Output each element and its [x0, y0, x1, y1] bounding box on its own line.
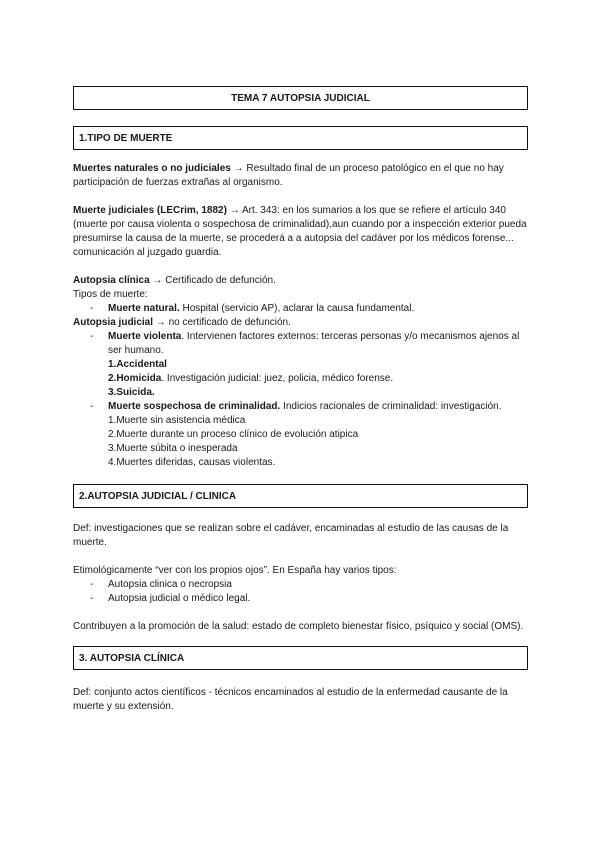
natural-death-list: [73, 302, 528, 316]
list-item: - Autopsia judicial o médico legal.: [73, 592, 528, 606]
suspicious-subitem: 4.Muertes diferidas, causas violentas.: [108, 457, 276, 468]
section-3-heading: 3. AUTOPSIA CLÍNICA: [73, 646, 528, 670]
term: Muerte natural.: [108, 303, 180, 314]
document-page: [73, 86, 528, 714]
term: Autopsia clínica: [73, 275, 150, 286]
death-types-label: Tipos de muerte:: [73, 289, 148, 300]
etymology-line: Etimológicamente “ver con los propios ojos”. En España hay varios tipos:: [73, 565, 397, 576]
term: Muerte sospechosa de criminalidad.: [108, 401, 281, 412]
section-1-heading: 1.TIPO DE MUERTE: [73, 126, 528, 150]
homicida-item: [73, 372, 528, 386]
suicida-item: 3.Suicida.: [108, 387, 155, 398]
text: → Certificado de defunción.: [149, 275, 276, 286]
term: Muerte judiciales (LECrim, 1882): [73, 205, 227, 216]
text: → no certificado de defunción.: [153, 317, 291, 328]
paragraph-judicial-deaths: [73, 204, 528, 260]
term: 2.Homicida: [108, 373, 162, 384]
suspicious-subitem: 2.Muerte durante un proceso clínico de evolución atipica: [108, 429, 359, 440]
list-item: [73, 400, 528, 414]
text: . Investigación judicial: juez, policia, médico forense.: [161, 373, 394, 384]
section-2-heading: 2.AUTOPSIA JUDICIAL / CLINICA: [73, 484, 528, 508]
accidental-item: 1.Accidental: [108, 359, 167, 370]
text: → Resultado final de un proceso patológico en el que no hay participación de fuerzas extrañas al organismo.: [73, 163, 504, 188]
suspicious-subitem: 3.Muerte súbita o inesperada: [108, 443, 238, 454]
text: → Art. 343: en los sumarios a los que se refiere el artículo 340 (muerte por causa violenta o sospechosa de criminalidad),aun cuando por a inspección exterior pueda presumirse la causa de la muerte, se procederá a a autopsia del cadáver por los médicos forense... comunicación al juzgado guardia.: [73, 205, 527, 258]
section-3-definition: Def: conjunto actos científicos - técnicos encaminados al estudio de la enfermedad causante de la muerte y su extensión.: [73, 687, 508, 712]
autopsy-types-list: [73, 578, 528, 606]
suspicious-death-list: [73, 400, 528, 414]
suspicious-subitem: 1.Muerte sin asistencia médica: [108, 415, 246, 426]
text: Hospital (servicio AP), aclarar la causa fundamental.: [179, 303, 415, 314]
judicial-death-list: [73, 330, 528, 358]
health-promotion-line: Contribuyen a la promoción de la salud: estado de completo bienestar físico, psíquico y social (OMS).: [73, 621, 524, 632]
judicial-autopsy-line: [73, 316, 528, 330]
term: Muertes naturales o no judiciales: [73, 163, 231, 174]
term: Muerte violenta: [108, 331, 182, 342]
document-title: TEMA 7 AUTOPSIA JUDICIAL: [73, 86, 528, 110]
paragraph-natural-deaths: [73, 162, 528, 190]
text: . Intervienen factores externos: terceras personas y/o mecanismos ajenos al ser humano.: [108, 331, 520, 356]
term: Autopsia judicial: [73, 317, 154, 328]
clinical-autopsy-line: [73, 274, 528, 288]
list-item: [73, 302, 528, 316]
list-item: - Autopsia clinica o necropsia: [73, 578, 528, 592]
text: Indicios racionales de criminalidad: investigación.: [280, 401, 502, 412]
section-2-definition: Def: investigaciones que se realizan sobre el cadáver, encaminadas al estudio de las causas de la muerte.: [73, 523, 509, 548]
list-item: [73, 330, 528, 358]
